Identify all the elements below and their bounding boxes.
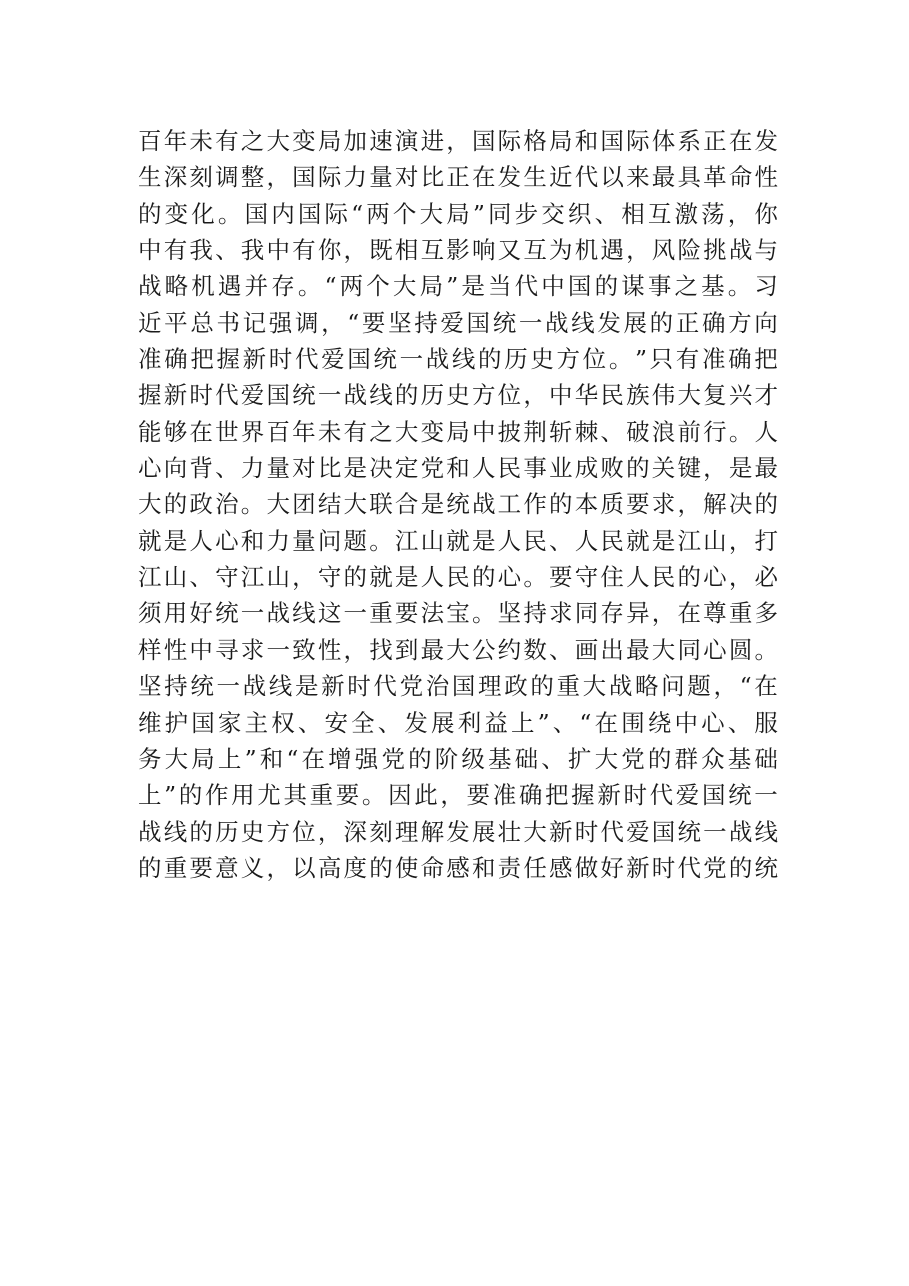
text-line: 大 的 政 治 。 大 团 结 大 联 合 是 统 战 工 作 的 本 质 要 求 ， 解 决 的 [138,490,778,519]
text-line: 样 性 中 寻 求 一 致 性 ， 找 到 最 大 公 约 数 、 画 出 最 大 同 心 圆 。 [138,635,778,664]
text-line: 上 ” 的 作 用 尤 其 重 要 。 因 此 ， 要 准 确 把 握 新 时 代 爱 国 统 一 [138,781,778,810]
text-line: 近 平 总 书 记 强 调 ， “ 要 坚 持 爱 国 统 一 战 线 发 展 的 正 确 方 向 [138,308,778,337]
text-line: 江 山 、 守 江 山 ， 守 的 就 是 人 民 的 心 。 要 守 住 人 民 的 心 ， 必 [138,563,778,592]
body-text [138,123,778,886]
text-line: 心 向 背 、 力 量 对 比 是 决 定 党 和 人 民 事 业 成 败 的 关 键 ， 是 最 [138,454,778,483]
text-line: 战 线 的 历 史 方 位 ， 深 刻 理 解 发 展 壮 大 新 时 代 爱 国 统 一 战 线 [138,817,778,846]
text-line: 百 年 未 有 之 大 变 局 加 速 演 进 ， 国 际 格 局 和 国 际 体 系 正 在 发 [138,127,778,155]
text-line: 准 确 把 握 新 时 代 爱 国 统 一 战 线 的 历 史 方 位 。 ” 只 有 准 确 把 [138,345,778,374]
text-line: 生 深 刻 调 整 ， 国 际 力 量 对 比 正 在 发 生 近 代 以 来 最 具 革 命 性 [138,163,778,192]
text-line: 维 护 国 家 主 权 、 安 全 、 发 展 利 益 上 ” 、 “ 在 围 绕 中 心 、 服 [138,708,778,737]
text-line: 的 重 要 意 义 ， 以 高 度 的 使 命 感 和 责 任 感 做 好 新 时 代 党 的 统 [138,853,778,882]
text-line: 中 有 我 、 我 中 有 你 ， 既 相 互 影 响 又 互 为 机 遇 ， 风 险 挑 战 与 [138,236,778,265]
text-line: 须 用 好 统 一 战 线 这 一 重 要 法 宝 。 坚 持 求 同 存 异 ， 在 尊 重 多 [138,599,778,628]
text-line: 握 新 时 代 爱 国 统 一 战 线 的 历 史 方 位 ， 中 华 民 族 伟 大 复 兴 才 [138,381,778,410]
text-line: 务 大 局 上 ” 和 “ 在 增 强 党 的 阶 级 基 础 、 扩 大 党 的 群 众 基 础 [138,744,778,773]
text-line: 坚 持 统 一 战 线 是 新 时 代 党 治 国 理 政 的 重 大 战 略 问 题 ， “ 在 [138,672,778,701]
text-line: 能 够 在 世 界 百 年 未 有 之 大 变 局 中 披 荆 斩 棘 、 破 浪 前 行 。 人 [138,417,778,446]
text-line: 的 变 化 。 国 内 国 际 “ 两 个 大 局 ” 同 步 交 织 、 相 互 激 荡 ， 你 [138,199,778,228]
text-line: 战 略 机 遇 并 存 。 “ 两 个 大 局 ” 是 当 代 中 国 的 谋 事 之 基 。 习 [138,272,778,301]
text-line: 就 是 人 心 和 力 量 问 题 。 江 山 就 是 人 民 、 人 民 就 是 江 山 ， 打 [138,526,778,555]
